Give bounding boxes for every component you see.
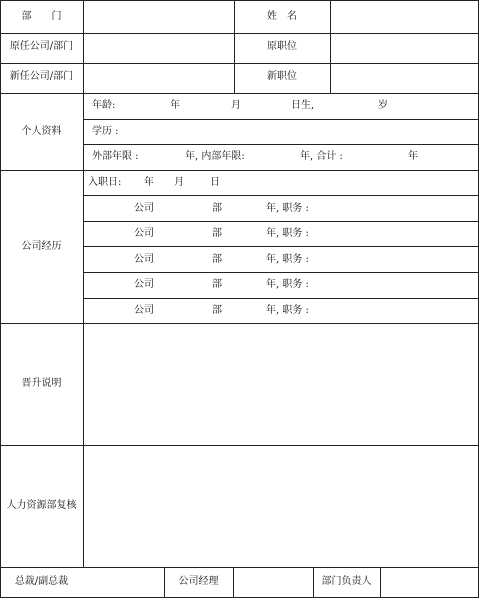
age-unit: 岁 — [378, 100, 388, 111]
col-line — [233, 567, 234, 598]
manager-signature-label: 公司经理 — [178, 576, 219, 587]
col-line — [83, 0, 84, 567]
row-line — [0, 445, 479, 446]
history-company: 公司 — [134, 279, 154, 290]
join-month-unit: 月 — [174, 177, 184, 188]
join-date-label: 入职日: — [88, 177, 122, 188]
prev-position-label: 原职位 — [267, 41, 297, 52]
col-line — [380, 567, 381, 598]
row-line — [83, 272, 479, 273]
dept-head-signature-label: 部门负责人 — [321, 576, 372, 587]
history-year-position: 年, 职务 : — [266, 279, 309, 290]
row-line — [0, 63, 479, 64]
hr-review-label: 人力资源部复核 — [6, 500, 77, 511]
personal-section-label: 个人资料 — [21, 126, 62, 137]
row-line — [83, 298, 479, 299]
prev-company-label: 原任公司/部门 — [9, 41, 74, 52]
internal-years-label: 年, 内部年限: — [185, 151, 245, 162]
join-day-unit: 日 — [210, 177, 220, 188]
history-year-position: 年, 职务 : — [266, 203, 309, 214]
history-dept: 部 — [212, 279, 222, 290]
history-year-position: 年, 职务 : — [266, 254, 309, 265]
promotion-label: 晋升说明 — [21, 378, 62, 389]
history-company: 公司 — [134, 228, 154, 239]
history-section-label: 公司经历 — [21, 241, 62, 252]
president-signature-label: 总裁/副总裁 — [14, 576, 69, 587]
border-top — [0, 0, 479, 1]
education-label: 学历 : — [92, 126, 119, 137]
row-line — [83, 195, 479, 196]
join-year-unit: 年 — [144, 177, 154, 188]
row-line — [0, 33, 479, 34]
birth-year-unit: 年 — [170, 100, 180, 111]
department-label: 部 门 — [21, 11, 62, 22]
history-year-position: 年, 职务 : — [266, 228, 309, 239]
history-company: 公司 — [134, 305, 154, 316]
external-years-label: 外部年限 : — [92, 151, 139, 162]
history-dept: 部 — [212, 305, 222, 316]
row-line — [0, 93, 479, 94]
new-position-label: 新职位 — [267, 71, 297, 82]
row-line — [0, 323, 479, 324]
row-line — [83, 144, 479, 145]
history-company: 公司 — [134, 254, 154, 265]
history-dept: 部 — [212, 228, 222, 239]
birth-month-unit: 月 — [231, 100, 241, 111]
name-label: 姓 名 — [267, 11, 297, 22]
row-line — [0, 567, 479, 568]
row-line — [83, 221, 479, 222]
birth-day-unit: 日生, — [291, 100, 315, 111]
col-line — [330, 0, 331, 93]
row-line — [83, 246, 479, 247]
age-label: 年龄: — [92, 100, 116, 111]
total-years-unit: 年 — [408, 151, 418, 162]
history-year-position: 年, 职务 : — [266, 305, 309, 316]
total-years-label: 年, 合计 : — [300, 151, 343, 162]
history-dept: 部 — [212, 254, 222, 265]
new-company-label: 新任公司/部门 — [9, 71, 74, 82]
row-line — [0, 170, 479, 171]
history-dept: 部 — [212, 203, 222, 214]
history-company: 公司 — [134, 203, 154, 214]
row-line — [83, 119, 479, 120]
